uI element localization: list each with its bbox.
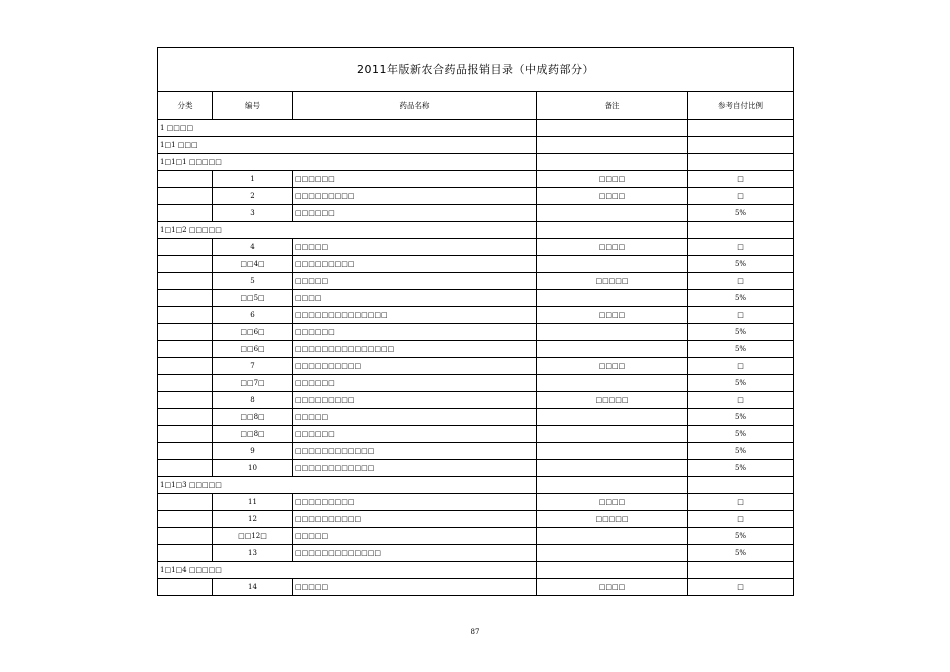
number-cell: 4 bbox=[213, 239, 293, 256]
note-cell: □□□□ bbox=[537, 171, 688, 188]
drug-name-cell: □□□□□ bbox=[293, 579, 537, 596]
category-cell bbox=[158, 171, 213, 188]
document-title: 2011年版新农合药品报销目录（中成药部分） bbox=[158, 48, 794, 92]
category-cell bbox=[158, 205, 213, 222]
number-cell: 6 bbox=[213, 307, 293, 324]
note-cell: □□□□ bbox=[537, 188, 688, 205]
ratio-cell: □ bbox=[688, 171, 794, 188]
number-cell: □□5□ bbox=[213, 290, 293, 307]
ratio-cell: 5% bbox=[688, 290, 794, 307]
number-cell: □□8□ bbox=[213, 426, 293, 443]
drug-name-cell: □□□□□□□□□□ bbox=[293, 511, 537, 528]
drug-row bbox=[158, 273, 794, 290]
category-cell bbox=[158, 273, 213, 290]
ratio-cell bbox=[688, 154, 794, 171]
drug-name-cell: □□□□□□□□□□□□□□□ bbox=[293, 341, 537, 358]
drug-row bbox=[158, 375, 794, 392]
category-cell bbox=[158, 239, 213, 256]
ratio-cell: 5% bbox=[688, 426, 794, 443]
ratio-cell: □ bbox=[688, 579, 794, 596]
number-cell: 8 bbox=[213, 392, 293, 409]
header-name: 药品名称 bbox=[293, 92, 537, 120]
title-row bbox=[158, 48, 794, 92]
category-row bbox=[158, 137, 794, 154]
category-cell bbox=[158, 426, 213, 443]
drug-row bbox=[158, 409, 794, 426]
ratio-cell: 5% bbox=[688, 528, 794, 545]
number-cell: 11 bbox=[213, 494, 293, 511]
note-cell bbox=[537, 154, 688, 171]
drug-name-cell: □□□□□□□□□□□□□ bbox=[293, 545, 537, 562]
category-label: 1□1□1 □□□□□ bbox=[158, 154, 537, 171]
category-cell bbox=[158, 188, 213, 205]
category-cell bbox=[158, 545, 213, 562]
header-row bbox=[158, 92, 794, 120]
note-cell bbox=[537, 137, 688, 154]
number-cell: 3 bbox=[213, 205, 293, 222]
drug-name-cell: □□□□□□ bbox=[293, 375, 537, 392]
drug-name-cell: □□□□□□ bbox=[293, 171, 537, 188]
ratio-cell bbox=[688, 137, 794, 154]
drug-row bbox=[158, 205, 794, 222]
ratio-cell bbox=[688, 562, 794, 579]
drug-name-cell: □□□□□□□□□ bbox=[293, 392, 537, 409]
note-cell: □□□□ bbox=[537, 307, 688, 324]
category-cell bbox=[158, 579, 213, 596]
page-number: 87 bbox=[470, 628, 480, 636]
number-cell: 13 bbox=[213, 545, 293, 562]
number-cell: 14 bbox=[213, 579, 293, 596]
drug-row bbox=[158, 392, 794, 409]
category-cell bbox=[158, 443, 213, 460]
category-row bbox=[158, 222, 794, 239]
ratio-cell: □ bbox=[688, 273, 794, 290]
drug-name-cell: □□□□ bbox=[293, 290, 537, 307]
drug-row bbox=[158, 511, 794, 528]
drug-row bbox=[158, 307, 794, 324]
note-cell bbox=[537, 443, 688, 460]
note-cell bbox=[537, 477, 688, 494]
header-note: 备注 bbox=[537, 92, 688, 120]
number-cell: □□4□ bbox=[213, 256, 293, 273]
category-label: 1□1□2 □□□□□ bbox=[158, 222, 537, 239]
category-label: 1□1□4 □□□□□ bbox=[158, 562, 537, 579]
ratio-cell: □ bbox=[688, 511, 794, 528]
drug-name-cell: □□□□□□□□□□□□□□ bbox=[293, 307, 537, 324]
drug-row bbox=[158, 341, 794, 358]
category-row bbox=[158, 154, 794, 171]
note-cell bbox=[537, 324, 688, 341]
note-cell bbox=[537, 460, 688, 477]
category-row bbox=[158, 477, 794, 494]
note-cell: □□□□ bbox=[537, 239, 688, 256]
category-cell bbox=[158, 358, 213, 375]
number-cell: 1 bbox=[213, 171, 293, 188]
drug-name-cell: □□□□□□□□□□□□ bbox=[293, 443, 537, 460]
note-cell bbox=[537, 290, 688, 307]
drug-name-cell: □□□□□ bbox=[293, 528, 537, 545]
drug-name-cell: □□□□□□□□□ bbox=[293, 256, 537, 273]
category-cell bbox=[158, 511, 213, 528]
drug-row bbox=[158, 188, 794, 205]
note-cell: □□□□□ bbox=[537, 392, 688, 409]
number-cell: □□6□ bbox=[213, 324, 293, 341]
ratio-cell: 5% bbox=[688, 443, 794, 460]
category-label: 1□1 □□□ bbox=[158, 137, 537, 154]
number-cell: □□6□ bbox=[213, 341, 293, 358]
note-cell bbox=[537, 256, 688, 273]
category-cell bbox=[158, 341, 213, 358]
note-cell bbox=[537, 222, 688, 239]
drug-name-cell: □□□□□ bbox=[293, 273, 537, 290]
ratio-cell bbox=[688, 222, 794, 239]
header-ratio: 参考自付比例 bbox=[688, 92, 794, 120]
drug-row bbox=[158, 579, 794, 596]
number-cell: 7 bbox=[213, 358, 293, 375]
drug-name-cell: □□□□□□□□□ bbox=[293, 494, 537, 511]
number-cell: 10 bbox=[213, 460, 293, 477]
ratio-cell: □ bbox=[688, 392, 794, 409]
category-cell bbox=[158, 290, 213, 307]
ratio-cell: 5% bbox=[688, 256, 794, 273]
note-cell bbox=[537, 375, 688, 392]
note-cell bbox=[537, 545, 688, 562]
drug-name-cell: □□□□□ bbox=[293, 239, 537, 256]
category-row bbox=[158, 120, 794, 137]
category-cell bbox=[158, 460, 213, 477]
note-cell: □□□□ bbox=[537, 494, 688, 511]
ratio-cell: □ bbox=[688, 188, 794, 205]
drug-name-cell: □□□□□□ bbox=[293, 205, 537, 222]
ratio-cell: 5% bbox=[688, 460, 794, 477]
number-cell: □□7□ bbox=[213, 375, 293, 392]
note-cell bbox=[537, 528, 688, 545]
category-cell bbox=[158, 409, 213, 426]
drug-catalog-table bbox=[157, 47, 794, 596]
number-cell: □□8□ bbox=[213, 409, 293, 426]
category-cell bbox=[158, 392, 213, 409]
number-cell: 2 bbox=[213, 188, 293, 205]
drug-row bbox=[158, 460, 794, 477]
number-cell: 9 bbox=[213, 443, 293, 460]
category-cell bbox=[158, 494, 213, 511]
drug-name-cell: □□□□□ bbox=[293, 409, 537, 426]
ratio-cell: 5% bbox=[688, 205, 794, 222]
ratio-cell: 5% bbox=[688, 341, 794, 358]
number-cell: □□12□ bbox=[213, 528, 293, 545]
ratio-cell: 5% bbox=[688, 409, 794, 426]
ratio-cell: □ bbox=[688, 494, 794, 511]
category-cell bbox=[158, 256, 213, 273]
drug-row bbox=[158, 256, 794, 273]
note-cell bbox=[537, 341, 688, 358]
header-number: 编号 bbox=[213, 92, 293, 120]
ratio-cell: □ bbox=[688, 358, 794, 375]
drug-row bbox=[158, 528, 794, 545]
category-cell bbox=[158, 528, 213, 545]
note-cell bbox=[537, 205, 688, 222]
ratio-cell bbox=[688, 120, 794, 137]
drug-row bbox=[158, 358, 794, 375]
drug-row bbox=[158, 426, 794, 443]
drug-row bbox=[158, 545, 794, 562]
note-cell: □□□□ bbox=[537, 358, 688, 375]
note-cell bbox=[537, 562, 688, 579]
ratio-cell: 5% bbox=[688, 324, 794, 341]
drug-row bbox=[158, 290, 794, 307]
drug-row bbox=[158, 239, 794, 256]
note-cell: □□□□□ bbox=[537, 511, 688, 528]
category-row bbox=[158, 562, 794, 579]
drug-row bbox=[158, 494, 794, 511]
note-cell bbox=[537, 409, 688, 426]
drug-name-cell: □□□□□□□□□□ bbox=[293, 358, 537, 375]
note-cell bbox=[537, 120, 688, 137]
note-cell: □□□□ bbox=[537, 579, 688, 596]
drug-name-cell: □□□□□□□□□ bbox=[293, 188, 537, 205]
note-cell bbox=[537, 426, 688, 443]
header-category: 分类 bbox=[158, 92, 213, 120]
ratio-cell: □ bbox=[688, 239, 794, 256]
category-cell bbox=[158, 375, 213, 392]
ratio-cell: 5% bbox=[688, 375, 794, 392]
number-cell: 5 bbox=[213, 273, 293, 290]
ratio-cell: □ bbox=[688, 307, 794, 324]
category-cell bbox=[158, 307, 213, 324]
category-label: 1 □□□□ bbox=[158, 120, 537, 137]
drug-name-cell: □□□□□□ bbox=[293, 426, 537, 443]
drug-name-cell: □□□□□□□□□□□□ bbox=[293, 460, 537, 477]
ratio-cell bbox=[688, 477, 794, 494]
table-body bbox=[158, 48, 794, 596]
drug-name-cell: □□□□□□ bbox=[293, 324, 537, 341]
category-cell bbox=[158, 324, 213, 341]
number-cell: 12 bbox=[213, 511, 293, 528]
drug-row bbox=[158, 171, 794, 188]
drug-row bbox=[158, 324, 794, 341]
category-label: 1□1□3 □□□□□ bbox=[158, 477, 537, 494]
note-cell: □□□□□ bbox=[537, 273, 688, 290]
ratio-cell: 5% bbox=[688, 545, 794, 562]
drug-row bbox=[158, 443, 794, 460]
